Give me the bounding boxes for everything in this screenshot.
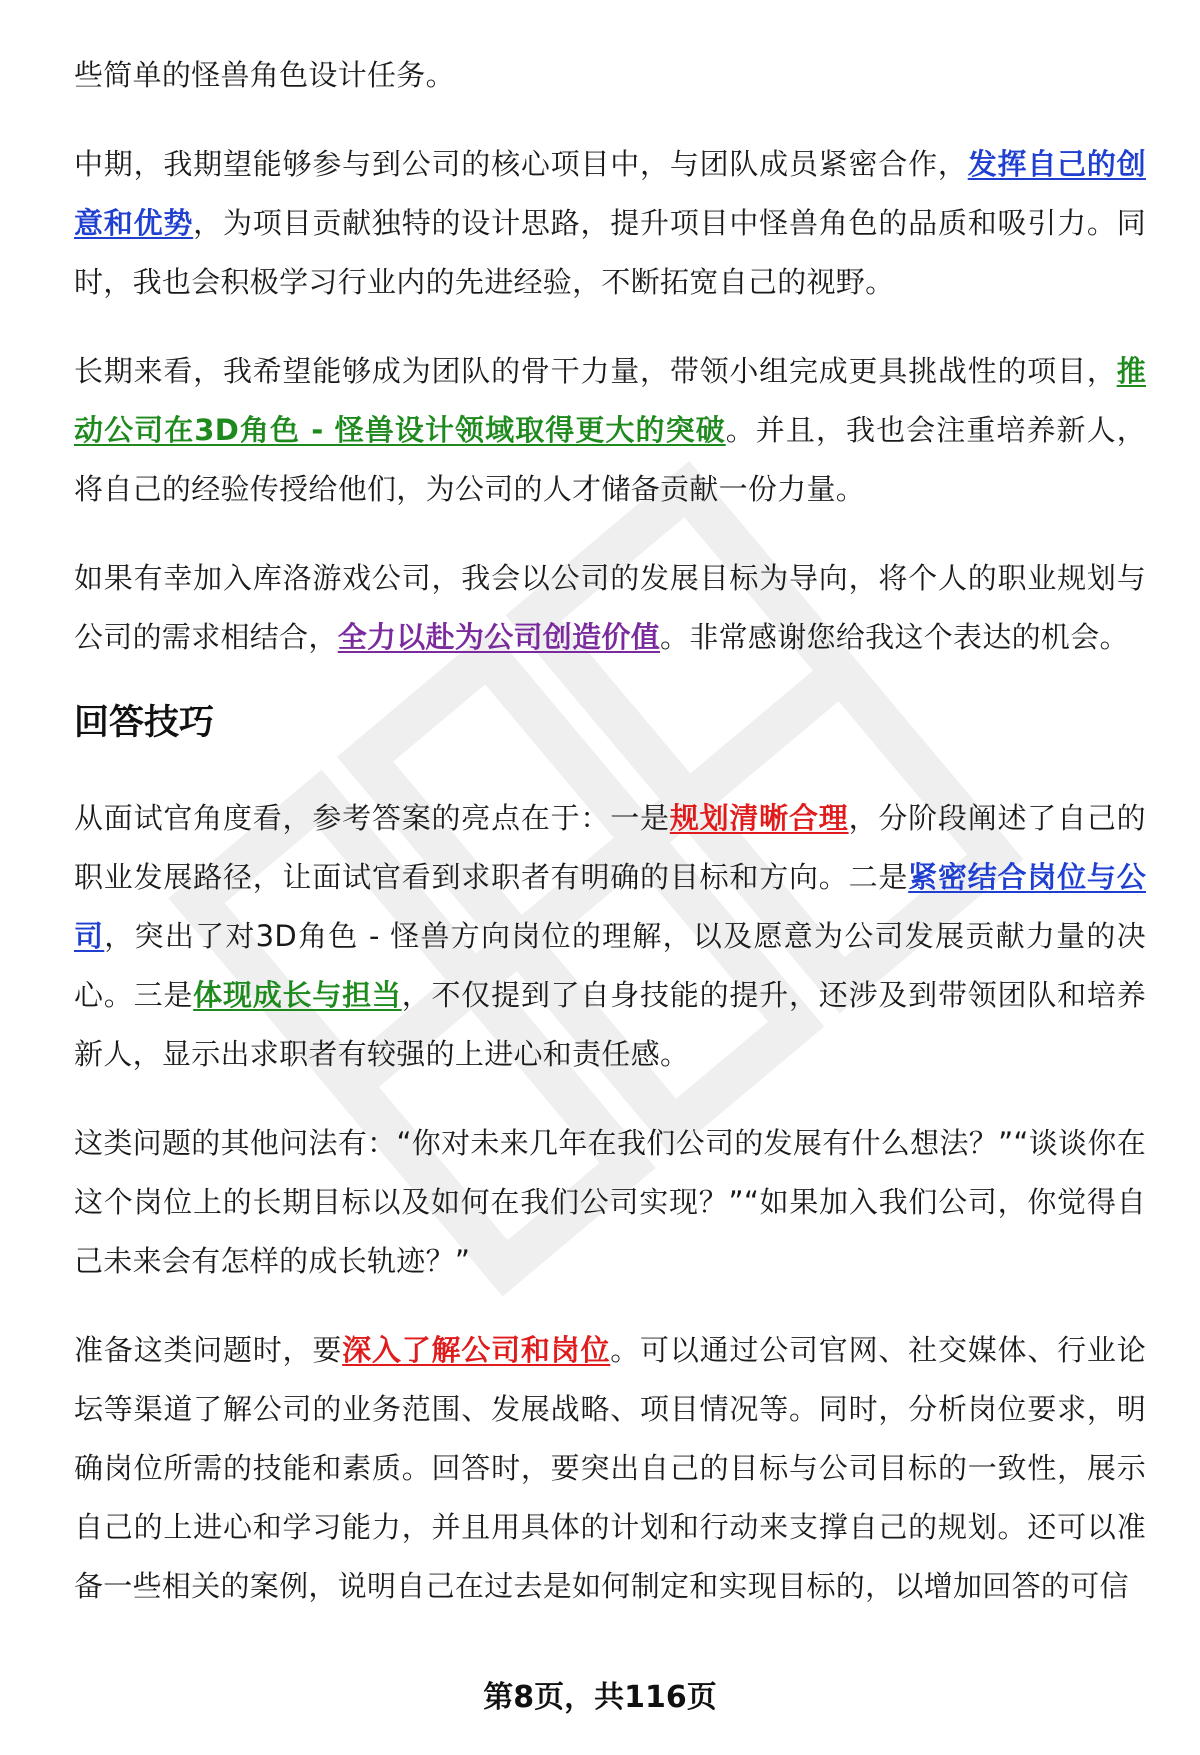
paragraph-text: ，为项目贡献独特的设计思路，提升项目中怪兽角色的品质和吸引力。同时，我也会积极学习行业内的先进经验，不断拓宽自己的视野。: [74, 206, 1146, 299]
paragraph-text: 。并且，我也会注重培养新人，将自己的经验传授给他们，为公司的人才储备贡献一份力量。: [74, 413, 1147, 506]
paragraph-text: 这类问题的其他问法有：“你对未来几年在我们公司的发展有什么想法？”“谈谈你在这个岗位上的长期目标以及如何在我们公司实现？”“如果加入我们公司，你觉得自己未来会有怎样的成长轨迹？”: [74, 1126, 1146, 1278]
highlighted-phrase: 深入了解公司和岗位: [342, 1333, 611, 1367]
answer-paragraph-4: [74, 549, 1146, 667]
answer-paragraph-2: [74, 135, 1146, 312]
paragraph-text: 长期来看，我希望能够成为团队的骨干力量，带领小组完成更具挑战性的项目，: [74, 354, 1117, 388]
paragraph-text: 。非常感谢您给我这个表达的机会。: [660, 620, 1129, 654]
paragraph-text: ，突出了对3D角色 - 怪兽方向岗位的理解，以及愿意为公司发展贡献力量的决心。三是: [74, 919, 1146, 1012]
paragraph-text: 。可以通过公司官网、社交媒体、行业论坛等渠道了解公司的业务范围、发展战略、项目情况等。同时，分析岗位要求，明确岗位所需的技能和素质。回答时，要突出自己的目标与公司目标的一致性，展示自己的上进心和学习能力，并且用具体的计划和行动来支撑自己的规划。还可以准备一些相关的案例，说明自己在过去是如何制定和实现目标的，以增加回答的可信: [74, 1333, 1146, 1603]
highlighted-phrase: 发挥自己的创意和优势: [74, 147, 1146, 240]
tips-paragraphs: [74, 789, 1146, 1616]
paragraph-text: ，分阶段阐述了自己的职业发展路径，让面试官看到求职者有明确的目标和方向。二是: [74, 801, 1146, 894]
tips-paragraph-2: [74, 1114, 1146, 1291]
section-title: 回答技巧: [74, 703, 215, 743]
highlighted-phrase: 推动公司在3D角色 - 怪兽设计领域取得更大的突破: [74, 354, 1146, 447]
highlighted-phrase: 紧密结合岗位与公司: [74, 860, 1146, 953]
page-footer: 第8页，共116页: [483, 1680, 717, 1715]
highlighted-phrase: 体现成长与担当: [193, 978, 402, 1012]
answer-paragraph-3: [74, 342, 1146, 519]
paragraph-text: ，不仅提到了自身技能的提升，还涉及到带领团队和培养新人，显示出求职者有较强的上进心和责任感。: [74, 978, 1146, 1071]
paragraph-text: 准备这类问题时，要: [74, 1333, 343, 1367]
highlighted-phrase: 规划清晰合理: [669, 801, 849, 835]
highlighted-phrase: 全力以赴为公司创造价值: [337, 620, 661, 654]
paragraph-text: 如果有幸加入库洛游戏公司，我会以公司的发展目标为导向，将个人的职业规划与公司的需求相结合，: [74, 561, 1146, 654]
paragraph-text: 从面试官角度看，参考答案的亮点在于：一是: [74, 801, 670, 835]
answer-paragraphs: [74, 46, 1146, 667]
tips-paragraph-3: [74, 1321, 1146, 1616]
answer-paragraph-1: [74, 46, 1146, 105]
paragraph-text: 些简单的怪兽角色设计任务。: [74, 58, 455, 92]
tips-paragraph-1: [74, 789, 1146, 1084]
document-body: [74, 46, 1146, 1646]
paragraph-text: 中期，我期望能够参与到公司的核心项目中，与团队成员紧密合作，: [74, 147, 968, 181]
